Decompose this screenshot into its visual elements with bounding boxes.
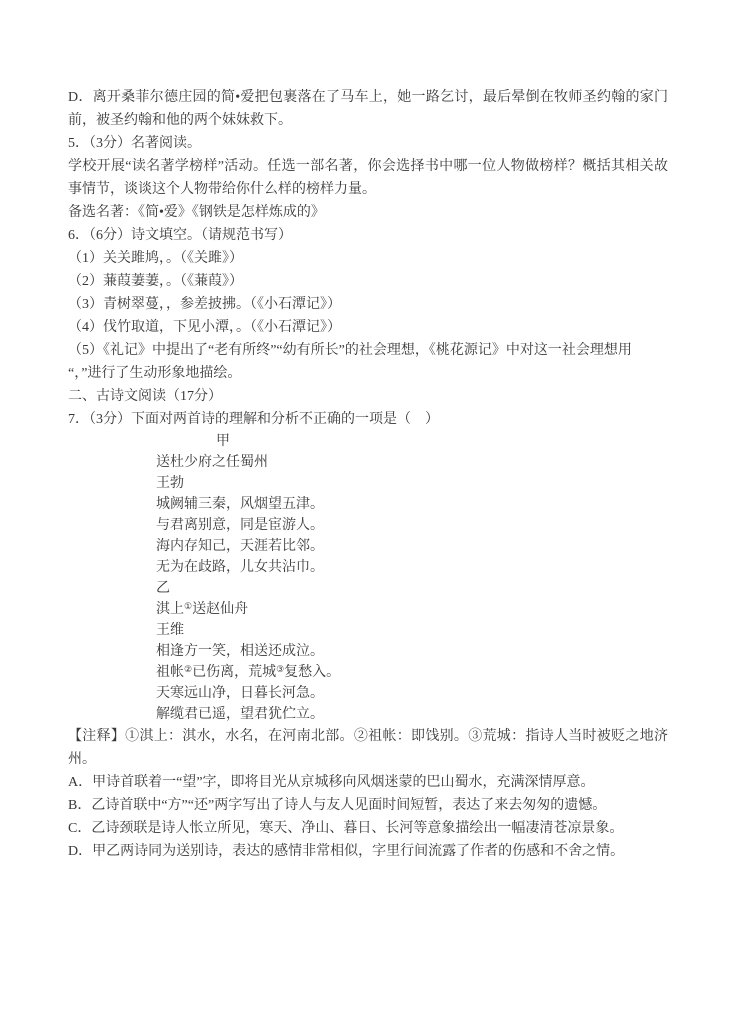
note-ref-1: ①: [184, 601, 193, 611]
note-ref-3: ③: [276, 664, 285, 674]
question-5-body: 学校开展“读名著学榜样”活动。任选一部名著，你会选择书中哪一位人物做榜样？概括其相关故事情节，谈谈这个人物带给你什么样的榜样力量。: [68, 159, 668, 197]
poem-b-title-text-2: 送赵仙舟: [192, 602, 249, 617]
question-7-option-c: C．乙诗颈联是诗人怅立所见，寒天、净山、暮日、长河等意象描绘出一幅凄清苍凉景象。: [68, 821, 624, 836]
question-6-item-5: （5）《礼记》中提出了“老有所终”“幼有所长”的社会理想，《桃花源记》中对这一社会理想用: [68, 343, 632, 358]
poem-b-label: 乙: [156, 581, 170, 596]
poem-a-line-4: 无为在歧路，儿女共沾巾。: [156, 560, 324, 575]
jane-eyre-option-d: D．离开桑菲尔德庄园的简•爱把包裹落在了马车上，她一路乞讨，最后晕倒在牧师圣约翰的家门前，被圣约翰和他的两个妹妹救下。: [68, 90, 668, 128]
question-6-item-4: （4）伐竹取道，下见小潭，。（《小石潭记》）: [68, 320, 341, 335]
poem-b-line-2-text-3: 复愁入。: [284, 665, 341, 680]
question-7-header: 7．（3分）下面对两首诗的理解和分析不正确的一项是（ ）: [68, 412, 439, 427]
poem-b-title: [68, 599, 668, 620]
poem-b-title-text: 淇上: [156, 602, 184, 617]
poem-a-line-2: 与君离别意，同是宦游人。: [156, 518, 324, 533]
poem-annotations: 【注释】①淇上：淇水，水名，在河南北部。②祖帐：即饯别。③荒城：指诗人当时被贬之地济州。: [68, 729, 668, 767]
exam-content: [68, 86, 668, 863]
question-7-option-d: D．甲乙两诗同为送别诗，表达的感情非常相似，字里行间流露了作者的伤感和不舍之情。: [68, 844, 625, 859]
poem-b-line-2-text-2: 已伤离，荒城: [192, 665, 277, 680]
poem-b-line-2: [68, 662, 668, 683]
question-7-option-b: B．乙诗首联中“方”“还”两字写出了诗人与友人见面时间短暂，表达了来去匆匆的遗憾。: [68, 798, 607, 813]
poem-a-line-3: 海内存知己，天涯若比邻。: [156, 539, 324, 554]
question-7-option-a: A．甲诗首联着一“望”字，即将目光从京城移向风烟迷蒙的巴山蜀水，充满深情厚意。: [68, 775, 595, 790]
note-ref-2: ②: [184, 664, 193, 674]
question-5-candidates: 备选名著：《简•爱》《钢铁是怎样炼成的》: [68, 205, 325, 220]
question-6-item-1: （1）关关雎鸠，。（《关雎》）: [68, 251, 243, 266]
question-5-header: 5．（3分）名著阅读。: [68, 136, 201, 151]
poem-b-block: [68, 578, 668, 725]
poem-b-line-1: 相逢方一笑，相送还成泣。: [156, 644, 324, 659]
poem-a-author: 王勃: [156, 476, 184, 491]
poem-a-block: [68, 431, 668, 578]
question-6-header: 6．（6分）诗文填空。（请规范书写）: [68, 228, 292, 243]
section-2-title: 二、古诗文阅读（17分）: [68, 389, 222, 404]
question-6-block: [68, 224, 668, 385]
poem-a-label: 甲: [216, 434, 230, 449]
poem-a-title: 送杜少府之任蜀州: [156, 455, 268, 470]
poem-b-line-3: 天寒远山净，日暮长河急。: [156, 686, 324, 701]
poem-a-line-1: 城阙辅三秦，风烟望五津。: [156, 497, 324, 512]
poem-b-line-2-text: 祖帐: [156, 665, 184, 680]
question-6-item-3: （3）青树翠蔓，，参差披拂。（《小石潭记》）: [68, 297, 341, 312]
poem-b-line-4: 解缆君已遥，望君犹伫立。: [156, 707, 324, 722]
question-6-item-5-continuation: “，”进行了生动形象地描绘。: [68, 366, 242, 381]
poem-b-author: 王维: [156, 623, 184, 638]
question-6-item-2: （2）蒹葭萋萋，。（《蒹葭》）: [68, 274, 243, 289]
